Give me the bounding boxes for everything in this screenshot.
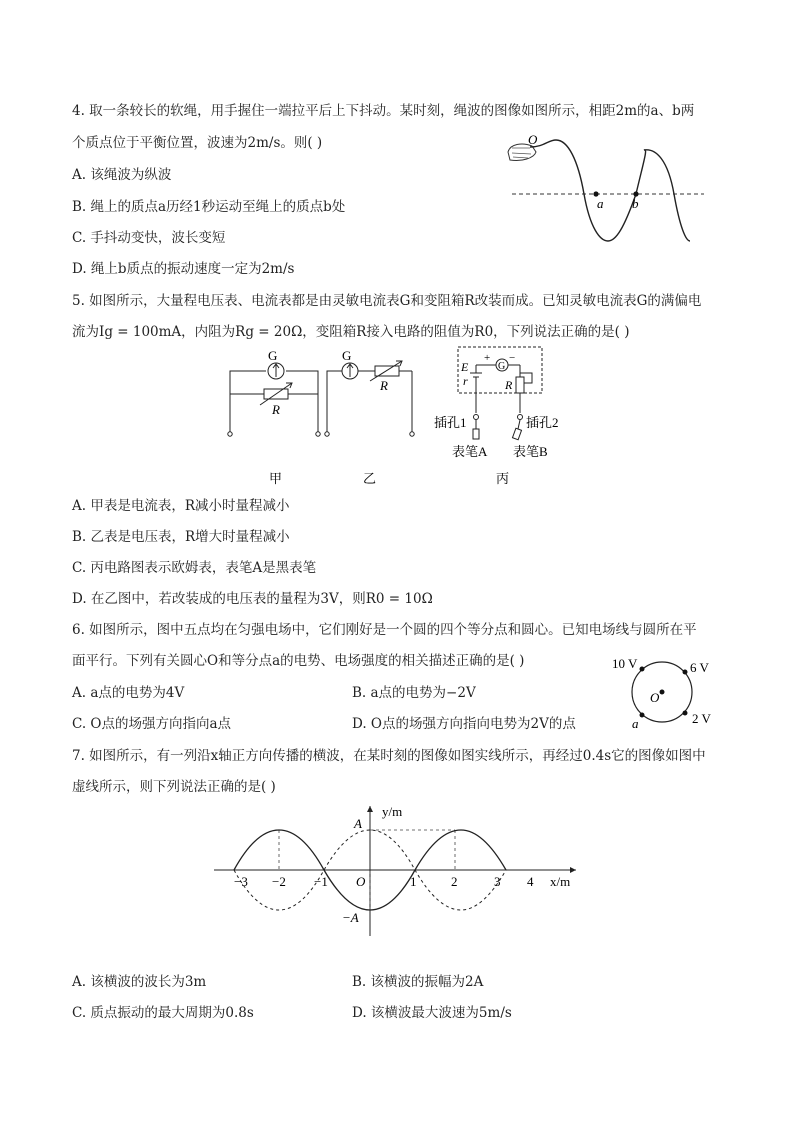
label-g-bing: G xyxy=(498,361,506,372)
caption-jia: 甲 xyxy=(269,471,283,486)
q6-option-d: D. O点的场强方向指向电势为2V的点 xyxy=(352,716,576,732)
label-jack2: 插孔2 xyxy=(526,415,559,430)
label-origin: O xyxy=(356,874,366,889)
label-g-jia: G xyxy=(268,348,278,363)
q7-stem-line1: 7. 如图所示，有一列沿x轴正方向传播的横波，在某时刻的图像如图实线所示，再经过0.4s它的图像如图中 xyxy=(72,748,706,764)
q7-option-a: A. 该横波的波长为3m xyxy=(72,974,207,990)
tick-1: 1 xyxy=(410,874,417,889)
label-o: O xyxy=(528,132,538,147)
label-o: O xyxy=(650,690,660,705)
q4-stem-line1: 4. 取一条较长的软绳，用手握住一端拉平后上下抖动。某时刻，绳波的图像如图所示，相距2m的a、b两 xyxy=(72,103,695,119)
label-6v: 6 V xyxy=(690,660,709,675)
q4-option-a: A. 该绳波为纵波 xyxy=(72,167,172,183)
q4-rope-wave-figure xyxy=(500,130,710,246)
label-neg-a: −A xyxy=(342,910,359,925)
q5-stem-line1: 5. 如图所示，大量程电压表、电流表都是由灵敏电流表G和变阻箱R改装而成。已知灵敏电流表G的满偏电 xyxy=(72,293,702,309)
q5-circuit-figures xyxy=(220,345,565,490)
tick-4: 4 xyxy=(527,874,534,889)
label-b: b xyxy=(632,196,639,211)
q5-option-d: D. 在乙图中，若改装成的电压表的量程为3V，则R0 = 10Ω xyxy=(72,591,433,607)
q5-option-b: B. 乙表是电压表，R增大时量程减小 xyxy=(72,529,290,545)
q6-option-c: C. O点的场强方向指向a点 xyxy=(72,716,232,732)
q6-option-a: A. a点的电势为4V xyxy=(72,685,185,701)
label-a: a xyxy=(597,196,604,211)
label-probe-a: 表笔A xyxy=(452,444,488,459)
q4-option-b: B. 绳上的质点a历经1秒运动至绳上的质点b处 xyxy=(72,199,346,215)
label-a: a xyxy=(632,716,639,731)
q5-stem-line2: 流为Ig = 100mA，内阻为Rg = 20Ω，变阻箱R接入电路的阻值为R0，下列说法正确的是( ) xyxy=(72,324,630,340)
q5-option-a: A. 甲表是电流表，R减小时量程减小 xyxy=(72,498,290,514)
q6-option-b: B. a点的电势为−2V xyxy=(352,685,476,701)
tick-2: 2 xyxy=(451,874,458,889)
q7-option-c: C. 质点振动的最大周期为0.8s xyxy=(72,1005,254,1021)
q4-option-d: D. 绳上b质点的振动速度一定为2m/s xyxy=(72,261,295,277)
tick-neg1: −1 xyxy=(314,874,328,889)
q6-stem-line2: 面平行。下列有关圆心O和等分点a的电势、电场强度的相关描述正确的是( ) xyxy=(72,653,525,669)
q7-option-b: B. 该横波的振幅为2A xyxy=(352,974,484,990)
label-jack1: 插孔1 xyxy=(434,415,467,430)
q7-wave-graph xyxy=(210,800,590,940)
q4-option-c: C. 手抖动变快，波长变短 xyxy=(72,230,226,246)
label-g-yi: G xyxy=(342,348,352,363)
q5-option-c: C. 丙电路图表示欧姆表，表笔A是黑表笔 xyxy=(72,560,317,576)
q7-option-d: D. 该横波最大波速为5m/s xyxy=(352,1005,512,1021)
tick-neg3: −3 xyxy=(234,874,248,889)
label-r-bing: R xyxy=(505,378,513,392)
q6-circle-figure xyxy=(610,652,720,734)
label-10v: 10 V xyxy=(612,656,638,671)
q6-stem-line1: 6. 如图所示，图中五点均在匀强电场中，它们刚好是一个圆的四个等分点和圆心。已知电场线与圆所在平 xyxy=(72,622,697,638)
rope-wave xyxy=(530,140,690,241)
tick-neg2: −2 xyxy=(272,874,286,889)
label-e: E xyxy=(461,360,469,374)
caption-bing: 丙 xyxy=(496,471,510,486)
label-r-jia: R xyxy=(272,402,280,417)
caption-yi: 乙 xyxy=(363,471,377,486)
center-point xyxy=(660,690,665,695)
label-r-internal: r xyxy=(463,374,468,388)
tick-3: 3 xyxy=(494,874,501,889)
q7-stem-line2: 虚线所示，则下列说法正确的是( ) xyxy=(72,779,276,795)
label-probe-b: 表笔B xyxy=(513,444,548,459)
x-label: x/m xyxy=(550,874,571,889)
y-label: y/m xyxy=(382,804,403,819)
label-2v: 2 V xyxy=(692,711,711,726)
q4-stem-line2: 个质点位于平衡位置，波速为2m/s。则( ) xyxy=(72,135,323,151)
label-minus: − xyxy=(509,352,516,364)
label-a: A xyxy=(354,816,362,831)
label-plus: + xyxy=(484,352,491,364)
label-r-yi: R xyxy=(380,378,388,393)
